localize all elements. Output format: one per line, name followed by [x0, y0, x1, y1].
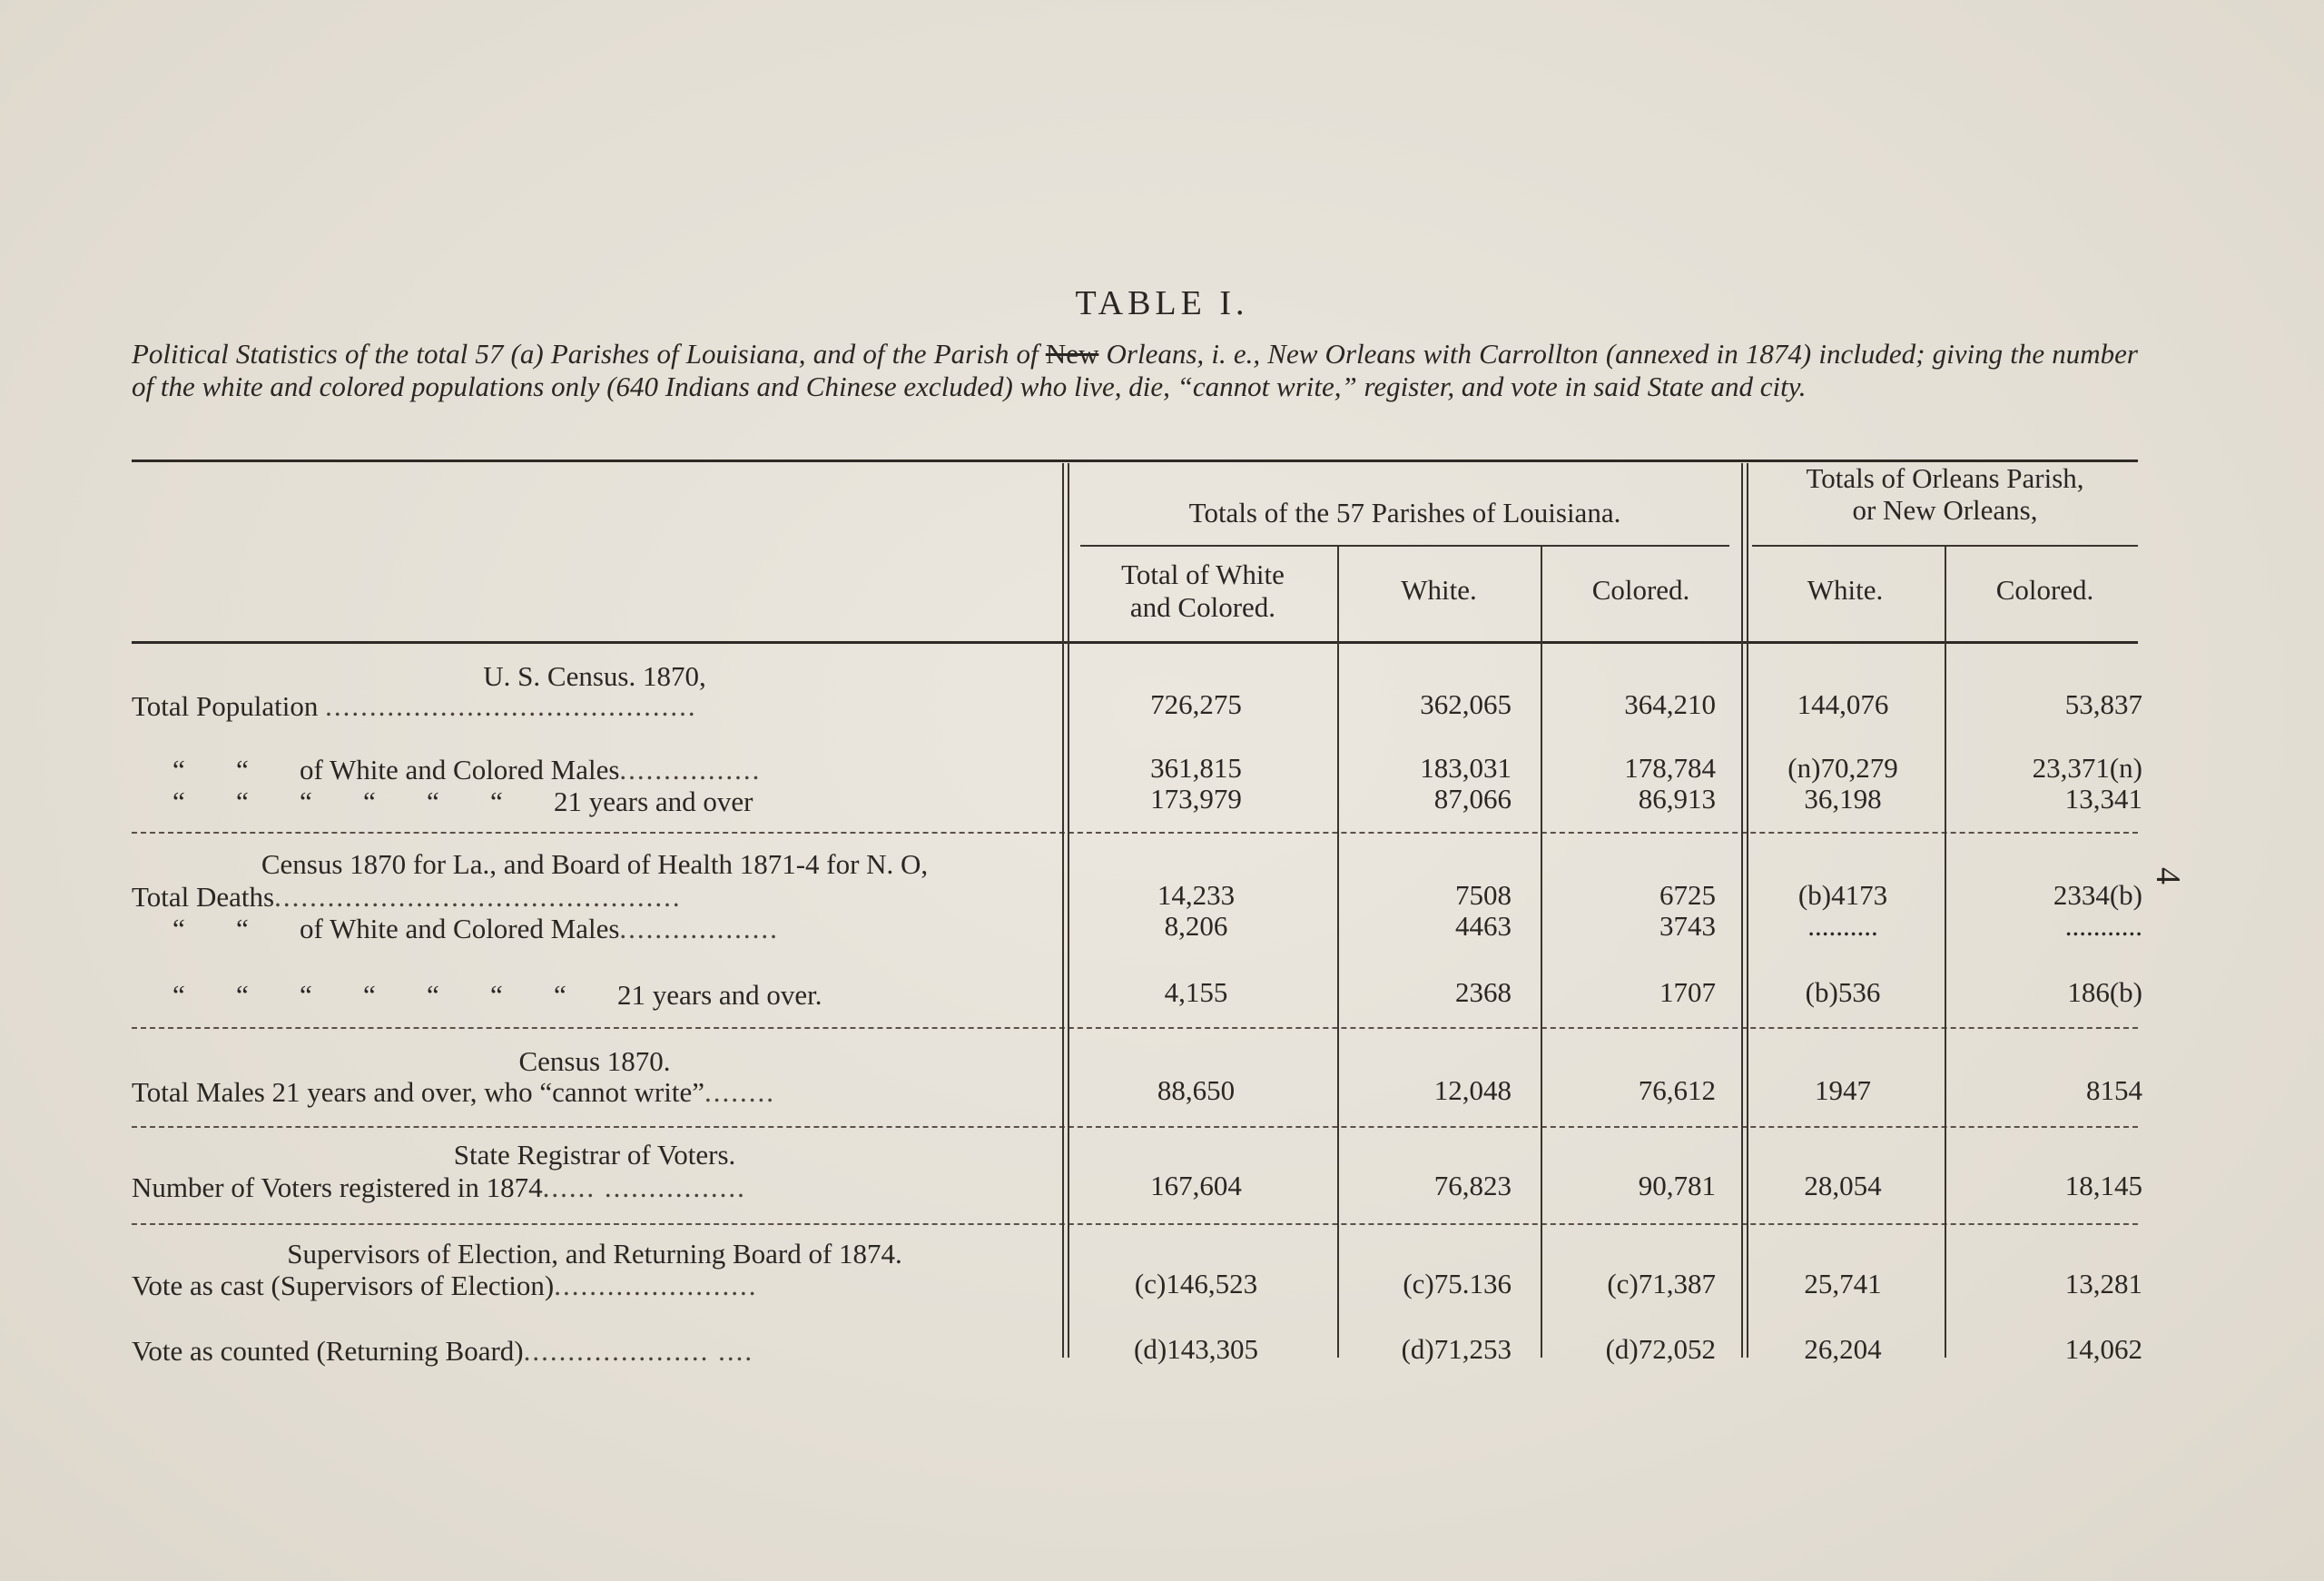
cell-males-colored: 178,784 — [1624, 752, 1716, 784]
row-label-cannot-write — [132, 1076, 1058, 1109]
cell-vote-cast-white: (c)75.136 — [1403, 1268, 1512, 1299]
row-label-text: Vote as cast (Supervisors of Election) — [132, 1270, 555, 1301]
header-state-totals: Totals of the 57 Parishes of Louisiana. — [1188, 497, 1621, 529]
leader-dots: ....................... — [554, 1270, 758, 1301]
cell-males-21-city-white: 36,198 — [1804, 783, 1882, 815]
cell-deaths-males-city-white: .......... — [1807, 910, 1878, 942]
cell-deaths-males-colored: 3743 — [1659, 910, 1716, 942]
caption-part-2: Orleans, i. e., New Orleans with Carrollton (annexed in 1874) included; giving the number of the white and colored populations only (640 Indians and Chinese excluded) who live, die, “cannot write,” register, and vote in said State and city. — [132, 338, 2138, 402]
cell-vote-counted-white: (d)71,253 — [1401, 1333, 1512, 1365]
cell-cannot-write-city-white: 1947 — [1815, 1074, 1871, 1106]
column-divider-white — [1541, 547, 1542, 1358]
section-rule-3 — [132, 1126, 2138, 1128]
cell-deaths-males-21-colored: 1707 — [1659, 976, 1716, 1008]
cell-deaths-males-total: 8,206 — [1164, 910, 1228, 942]
row-label-text: Number of Voters registered in 1874 — [132, 1171, 543, 1203]
header-city-white: White. — [1807, 574, 1884, 606]
leader-dots: ................ — [619, 754, 762, 786]
cell-cannot-write-city-colored: 8154 — [2086, 1074, 2142, 1106]
ditto-mark: “ — [490, 979, 503, 1011]
row-label-text: of White and Colored Males — [300, 913, 620, 944]
cell-total-population-total: 726,275 — [1150, 688, 1242, 720]
leader-dots: ........ — [704, 1076, 776, 1108]
cell-total-population-white: 362,065 — [1420, 688, 1512, 720]
cell-total-deaths-city-white: (b)4173 — [1797, 879, 1888, 911]
row-label-registered — [132, 1171, 1058, 1204]
ditto-mark: “ — [427, 979, 439, 1011]
section-census: U. S. Census. 1870, — [483, 660, 706, 692]
header-white: White. — [1401, 574, 1477, 606]
cell-vote-counted-city-colored: 14,062 — [2064, 1333, 2142, 1365]
section-rule-4 — [132, 1223, 2138, 1225]
row-label-males-21 — [132, 786, 1058, 818]
cell-total-deaths-city-colored: 2334(b) — [2053, 879, 2142, 911]
leader-dots: .............................................. — [274, 881, 682, 913]
row-label-text: Total Males 21 years and over, who “cannot write” — [132, 1076, 705, 1108]
ditto-mark: “ — [236, 786, 249, 817]
cell-vote-cast-total: (c)146,523 — [1134, 1268, 1258, 1299]
row-label-text: Vote as counted (Returning Board) — [132, 1335, 524, 1367]
cell-deaths-males-city-colored: ........... — [2064, 910, 2142, 942]
section-registrar: State Registrar of Voters. — [453, 1139, 736, 1171]
cell-deaths-males-21-city-colored: 186(b) — [2067, 976, 2142, 1008]
cell-total-deaths-white: 7508 — [1455, 879, 1512, 911]
leader-dots: .......................................... — [325, 690, 697, 722]
ditto-mark: “ — [172, 913, 185, 944]
header-city-totals-line2: or New Orleans, — [1852, 494, 2038, 526]
row-label-text: Total Deaths — [132, 881, 275, 913]
leader-dots: ..................... .... — [523, 1335, 754, 1367]
cell-registered-white: 76,823 — [1433, 1170, 1512, 1201]
cell-males-city-colored: 23,371(n) — [2032, 752, 2142, 784]
row-label-total-population — [132, 690, 1058, 723]
cell-cannot-write-white: 12,048 — [1433, 1074, 1512, 1106]
row-label-text: of White and Colored Males — [300, 754, 620, 786]
cell-total-deaths-total: 14,233 — [1157, 879, 1236, 911]
ditto-mark: “ — [427, 786, 439, 817]
row-label-text: Total Population — [132, 690, 319, 722]
ditto-mark: “ — [172, 786, 185, 817]
cell-males-21-city-colored: 13,341 — [2064, 783, 2142, 815]
header-total-line2: and Colored. — [1129, 591, 1276, 623]
cell-deaths-males-21-total: 4,155 — [1164, 976, 1228, 1008]
section-illiteracy: Census 1870. — [518, 1045, 671, 1077]
page-number: 4 — [2149, 867, 2187, 884]
section-election: Supervisors of Election, and Returning Board of 1874. — [287, 1238, 902, 1270]
column-divider-total — [1337, 547, 1339, 1358]
ditto-mark: “ — [236, 979, 249, 1011]
ditto-mark: “ — [300, 786, 312, 817]
table-title: TABLE I. — [1075, 284, 1249, 322]
cell-total-population-city-colored: 53,837 — [2064, 688, 2142, 720]
column-divider-label — [1062, 463, 1064, 1358]
leader-dots: .................. — [619, 913, 779, 944]
column-divider-label-2 — [1068, 463, 1069, 1358]
cell-vote-counted-colored: (d)72,052 — [1605, 1333, 1716, 1365]
cell-males-21-white: 87,066 — [1433, 783, 1512, 815]
row-label-total-deaths — [132, 881, 1058, 914]
cell-registered-city-colored: 18,145 — [2064, 1170, 2142, 1201]
row-label-text: 21 years and over — [554, 786, 753, 817]
cell-registered-colored: 90,781 — [1638, 1170, 1716, 1201]
row-label-vote-cast — [132, 1270, 1058, 1302]
cell-registered-total: 167,604 — [1150, 1170, 1242, 1201]
cell-males-21-total: 173,979 — [1150, 783, 1242, 815]
caption-struck-word: New — [1045, 338, 1099, 370]
cell-registered-city-white: 28,054 — [1804, 1170, 1882, 1201]
leader-dots: ...... ................ — [542, 1171, 746, 1203]
cell-vote-counted-total: (d)143,305 — [1134, 1333, 1258, 1365]
section-rule-1 — [132, 832, 2138, 834]
caption-part-1: Political Statistics of the total 57 (a) Parishes of Louisiana, and of the Parish of — [132, 338, 1046, 370]
ditto-mark: “ — [236, 913, 249, 944]
header-colored: Colored. — [1591, 574, 1690, 606]
header-total-line1: Total of White — [1121, 558, 1285, 590]
row-label-vote-counted — [132, 1335, 1058, 1368]
cell-total-population-city-white: 144,076 — [1797, 688, 1889, 720]
section-deaths: Census 1870 for La., and Board of Health 1871-4 for N. O, — [261, 848, 929, 880]
cell-total-population-colored: 364,210 — [1624, 688, 1716, 720]
ditto-mark: “ — [363, 786, 376, 817]
cell-deaths-males-white: 4463 — [1455, 910, 1512, 942]
ditto-mark: “ — [172, 979, 185, 1011]
cell-cannot-write-colored: 76,612 — [1638, 1074, 1716, 1106]
cell-vote-cast-city-colored: 13,281 — [2064, 1268, 2142, 1299]
row-label-deaths-males — [132, 913, 1058, 945]
cell-males-city-white: (n)70,279 — [1787, 752, 1898, 784]
row-label-males — [132, 754, 1058, 786]
cell-vote-cast-colored: (c)71,387 — [1607, 1268, 1716, 1299]
column-divider-city — [1945, 547, 1946, 1358]
header-city-totals-line1: Totals of Orleans Parish, — [1806, 462, 2084, 494]
ditto-mark: “ — [300, 979, 312, 1011]
header-city-colored: Colored. — [1995, 574, 2094, 606]
row-label-deaths-males-21 — [132, 979, 1058, 1012]
ditto-mark: “ — [363, 979, 376, 1011]
cell-males-white: 183,031 — [1420, 752, 1512, 784]
table-caption — [132, 338, 2138, 403]
cell-vote-cast-city-white: 25,741 — [1804, 1268, 1882, 1299]
cell-males-total: 361,815 — [1150, 752, 1242, 784]
section-rule-2 — [132, 1027, 2138, 1029]
cell-vote-counted-city-white: 26,204 — [1804, 1333, 1882, 1365]
group-header-rule-state — [1080, 545, 1729, 547]
header-bottom-rule — [132, 641, 2138, 644]
cell-males-21-colored: 86,913 — [1638, 783, 1716, 815]
ditto-mark: “ — [172, 754, 185, 786]
cell-cannot-write-total: 88,650 — [1157, 1074, 1236, 1106]
cell-deaths-males-21-white: 2368 — [1455, 976, 1512, 1008]
row-label-text: 21 years and over. — [617, 979, 822, 1011]
ditto-mark: “ — [554, 979, 566, 1011]
ditto-mark: “ — [490, 786, 503, 817]
cell-deaths-males-21-city-white: (b)536 — [1805, 976, 1881, 1008]
column-divider-group — [1741, 463, 1743, 1358]
ditto-mark: “ — [236, 754, 249, 786]
cell-total-deaths-colored: 6725 — [1659, 879, 1716, 911]
